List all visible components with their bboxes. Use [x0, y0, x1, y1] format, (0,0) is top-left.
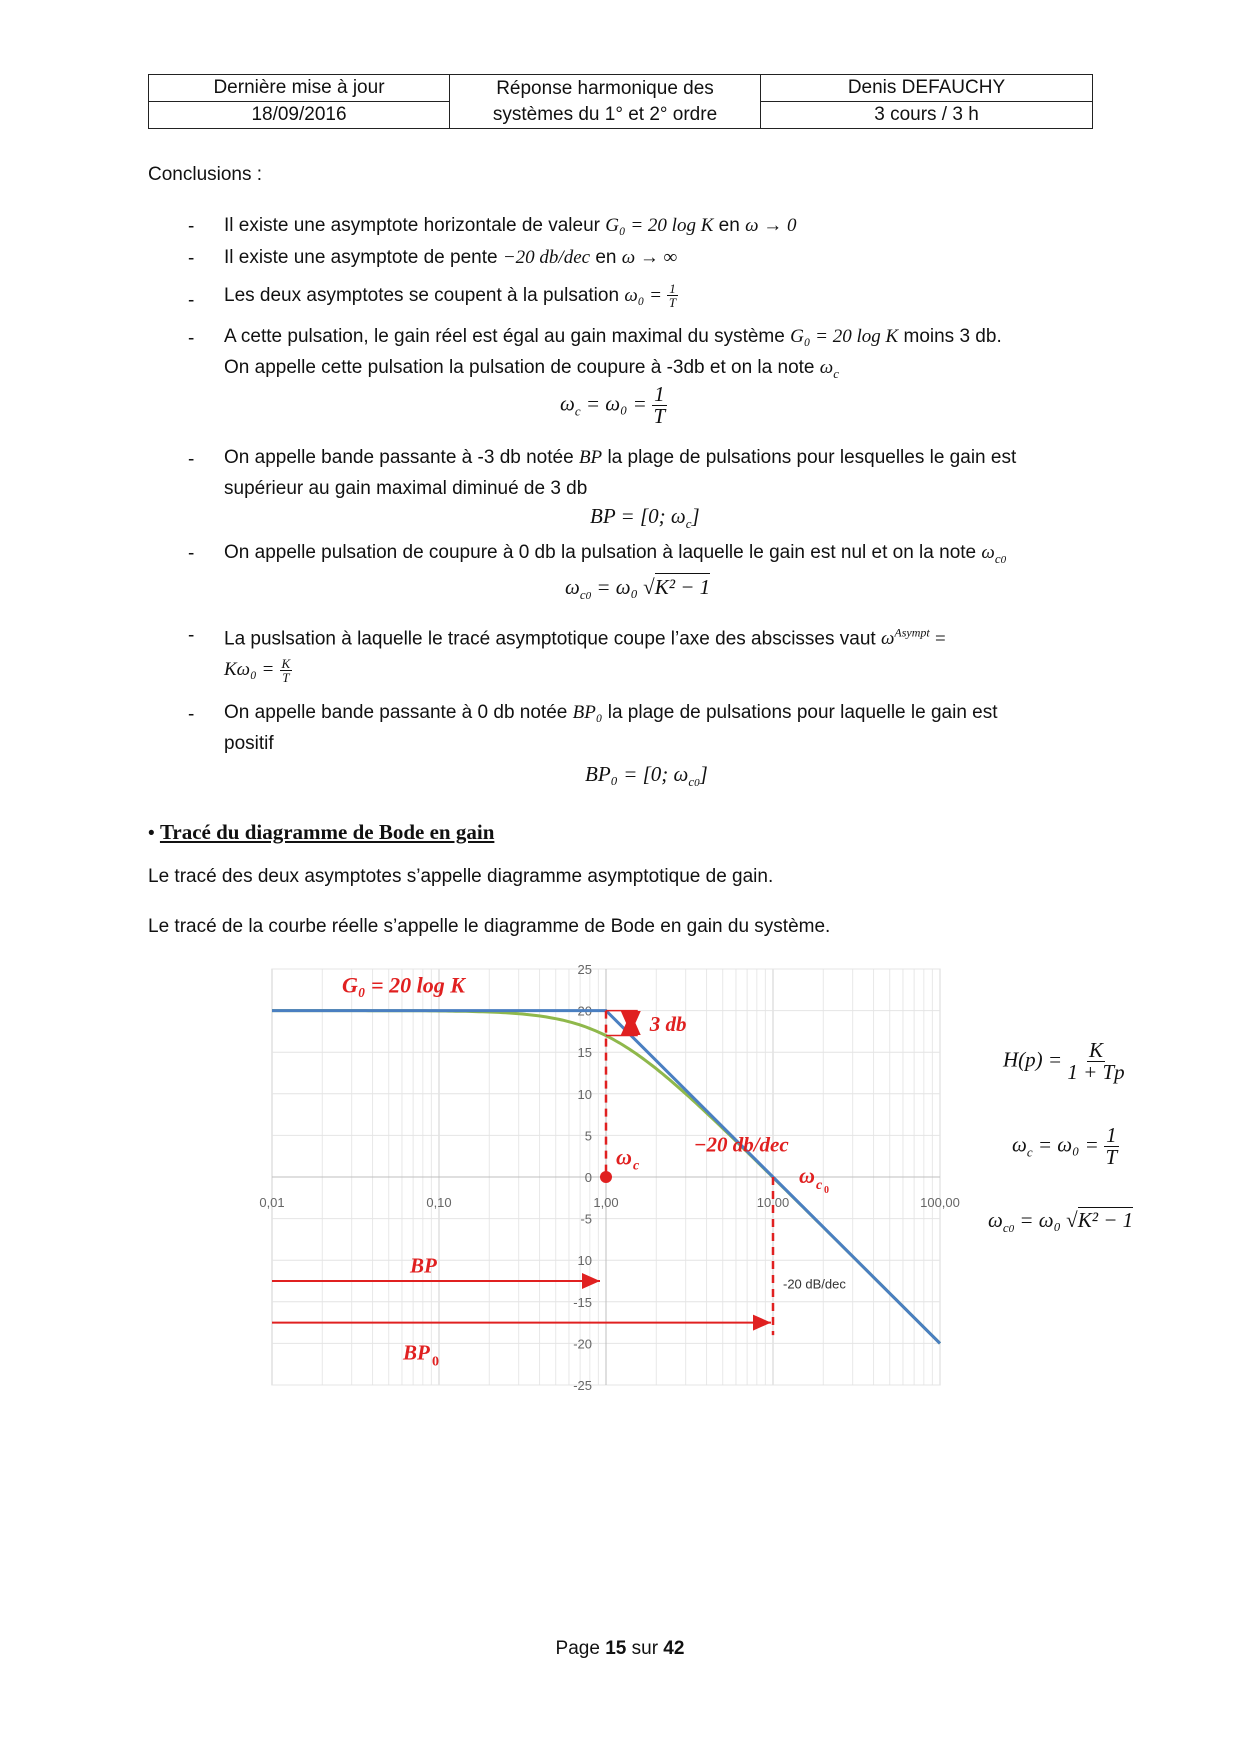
- y-tick-label: -5: [580, 1211, 592, 1227]
- y-tick-label: -15: [573, 1294, 592, 1310]
- wc0-sub-label: c: [816, 1178, 823, 1194]
- bp0-label: BP: [403, 1340, 430, 1365]
- y-tick-label: 0: [584, 1170, 592, 1185]
- bullet-bandwidth-0db: On appelle bande passante à 0 db notée BP₀ la plage de pulsations pour laquelle le gain est positif: [224, 702, 998, 754]
- header-duration: 3 cours / 3 h: [761, 102, 1093, 129]
- transfer-function: H(p) = $\frac{K}{1 + Tp}$: [1003, 1038, 1125, 1084]
- x-tick-label: 100,00: [920, 1195, 960, 1210]
- bullet-bandwidth-3db: On appelle bande passante à -3 db notée BP la plage de pulsations pour lesquelles le gain est supérieur au gain maximal diminué de 3 db: [224, 447, 1017, 499]
- header-updated-label: Dernière mise à jour: [149, 75, 450, 102]
- bp-label: BP: [410, 1253, 437, 1278]
- bullet-cutoff-0db: On appelle pulsation de coupure à 0 db la pulsation à laquelle le gain est nul et on la note $\omega_{c0}$: [224, 542, 1007, 566]
- bp-equation: BP = [0; $\omega_c$]: [590, 504, 700, 532]
- header-course-title: Réponse harmonique des systèmes du 1° et 2° ordre: [450, 75, 761, 129]
- y-tick-label: 10: [577, 1253, 592, 1269]
- bp0-equation: BP₀ = [0; $\omega_{c0}$]: [585, 762, 708, 790]
- wc-equation: $\omega_c = \omega_0$ = $\frac{1}{T}$: [560, 382, 666, 428]
- wc0-label: ω: [799, 1163, 815, 1189]
- wc0-subsub-label: 0: [824, 1185, 829, 1197]
- wc-label: ω: [616, 1144, 632, 1170]
- y-tick-label: 20: [577, 1003, 592, 1019]
- y-tick-label: -20: [573, 1336, 592, 1352]
- paragraph-bode: Le tracé de la courbe réelle s’appelle le diagramme de Bode en gain du système.: [148, 916, 831, 937]
- paragraph-asymptotic: Le tracé des deux asymptotes s’appelle diagramme asymptotique de gain.: [148, 866, 774, 887]
- y-tick-label: 10: [577, 1086, 592, 1102]
- x-tick-label: 0,10: [426, 1195, 452, 1210]
- bullet-cutoff-frequency: A cette pulsation, le gain réel est égal au gain maximal du système G₀ = 20 log K moins 3 db. On appelle cette pulsation la pulsation de coupure à -3db et on la note $\omega_c$: [224, 326, 1002, 381]
- bullet-asymptotic-crossing: La puslsation à laquelle le tracé asymptotique coupe l’axe des abscisses vaut $\omega^{Asympt}$ = Kω₀ = $\frac{K}{T}$: [224, 626, 946, 685]
- header-date: 18/09/2016: [149, 102, 450, 129]
- y-tick-label: 25: [577, 962, 592, 977]
- y-tick-label: 5: [584, 1128, 592, 1144]
- section-heading: • Tracé du diagramme de Bode en gain: [148, 820, 495, 844]
- wc-point: [600, 1171, 612, 1183]
- side-wc0-formula: $\omega_{c0} = \omega_0$ √K² − 1: [988, 1208, 1134, 1236]
- header-author: Denis DEFAUCHY: [761, 75, 1093, 102]
- y-tick-label: 15: [577, 1045, 592, 1061]
- wc-sub-label: c: [633, 1158, 640, 1174]
- conclusions-label: Conclusions :: [148, 164, 263, 185]
- x-tick-label: 1,00: [593, 1195, 619, 1210]
- bullet-horizontal-asymptote: Il existe une asymptote horizontale de valeur G₀ = 20 log K en ω → 0: [224, 215, 797, 236]
- slope-label: −20 db/dec: [693, 1132, 789, 1157]
- slope-small-label: -20 dB/dec: [783, 1276, 846, 1292]
- x-tick-label: 0,01: [259, 1195, 285, 1210]
- bp0-sub-label: 0: [432, 1354, 439, 1370]
- side-wc-formula: $\omega_c = \omega_0$ = $\frac{1}{T}$: [1012, 1123, 1118, 1169]
- bullet-intersection: Les deux asymptotes se coupent à la pulsation ω₀ = $\frac{1}{T}$: [224, 281, 677, 311]
- g0-label: G₀ = 20 log K: [342, 972, 465, 998]
- page-footer: Page 15 sur 42: [555, 1638, 685, 1659]
- x-tick-label: 10,00: [756, 1195, 790, 1210]
- wc0-equation: $\omega_{c0} = \omega_0$ √K² − 1: [565, 575, 711, 603]
- bullet-slope-asymptote: Il existe une asymptote de pente −20 db/dec en ω → ∞: [224, 247, 678, 268]
- three-db-label: 3 db: [649, 1012, 687, 1037]
- y-tick-label: -25: [573, 1378, 592, 1393]
